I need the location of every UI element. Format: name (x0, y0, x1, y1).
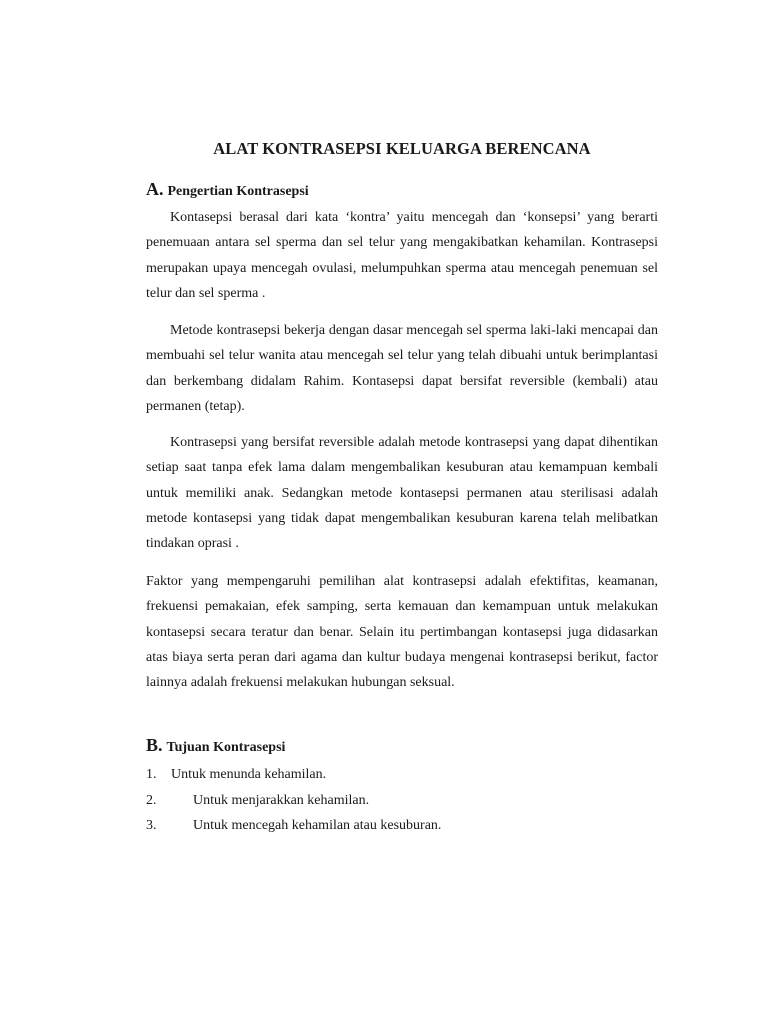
list-item-number: 2. (146, 792, 157, 808)
list-item-text: Untuk menjarakkan kehamilan. (193, 792, 370, 808)
list-item-number: 1. (146, 767, 157, 782)
section-b-title: Tujuan Kontrasepsi (166, 740, 286, 755)
list-item (146, 813, 658, 839)
section-b-letter: B. (146, 735, 163, 755)
section-b-heading (146, 735, 285, 756)
paragraph-1: Kontasepsi berasal dari kata ‘kontra’ yaitu mencegah dan ‘konsepsi’ yang berarti penemuaan antara sel sperma dan sel telur yang mengakibatkan kehamilan. Kontrasepsi merupakan upaya mencegah ovulasi, melumpuhkan sperma atau mencegah penemuan sel telur dan sel sperma . (146, 210, 658, 301)
section-a-heading (146, 179, 309, 200)
list-item-text: Untuk mencegah kehamilan atau kesuburan. (193, 818, 442, 833)
paragraph-3: Kontrasepsi yang bersifat reversible adalah metode kontrasepsi yang dapat dihentikan setiap saat tanpa efek lama dalam mengembalikan kesuburan atau kemampuan kembali untuk memiliki anak. Sedangkan metode kontasepsi permanen atau sterilisasi adalah metode kontasepsi yang tidak dapat mengembalikan kesuburan karena telah melibatkan tindakan oprasi . (146, 435, 658, 552)
paragraph-4: Faktor yang mempengaruhi pemilihan alat kontrasepsi adalah efektifitas, keamanan, frekuensi pemakaian, efek samping, serta kemauan dan kemampuan untuk melakukan kontasepsi secara teratur dan benar. Selain itu pertimbangan kontasepsi juga didasarkan atas biaya serta peran dari agama dan kultur budaya mengenai kontrasepsi berikut, factor lainnya adalah frekuensi melakukan hubungan seksual. (146, 574, 658, 691)
list-item (146, 762, 658, 788)
paragraph-2: Metode kontrasepsi bekerja dengan dasar mencegah sel sperma laki-laki mencapai dan membuahi sel telur wanita atau mencegah sel telur yang telah dibuahi untuk berimplantasi dan berkembang didalam Rahim. Kontasepsi dapat bersifat reversible (kembali) atau permanen (tetap). (146, 323, 658, 414)
section-a-title: Pengertian Kontrasepsi (167, 184, 309, 199)
goals-list (146, 762, 658, 839)
document-title: ALAT KONTRASEPSI KELUARGA BERENCANA (213, 139, 591, 158)
list-item (146, 788, 658, 814)
list-item-text: Untuk menunda kehamilan. (171, 767, 327, 782)
list-item-number: 3. (146, 818, 157, 833)
section-a-letter: A. (146, 179, 164, 199)
